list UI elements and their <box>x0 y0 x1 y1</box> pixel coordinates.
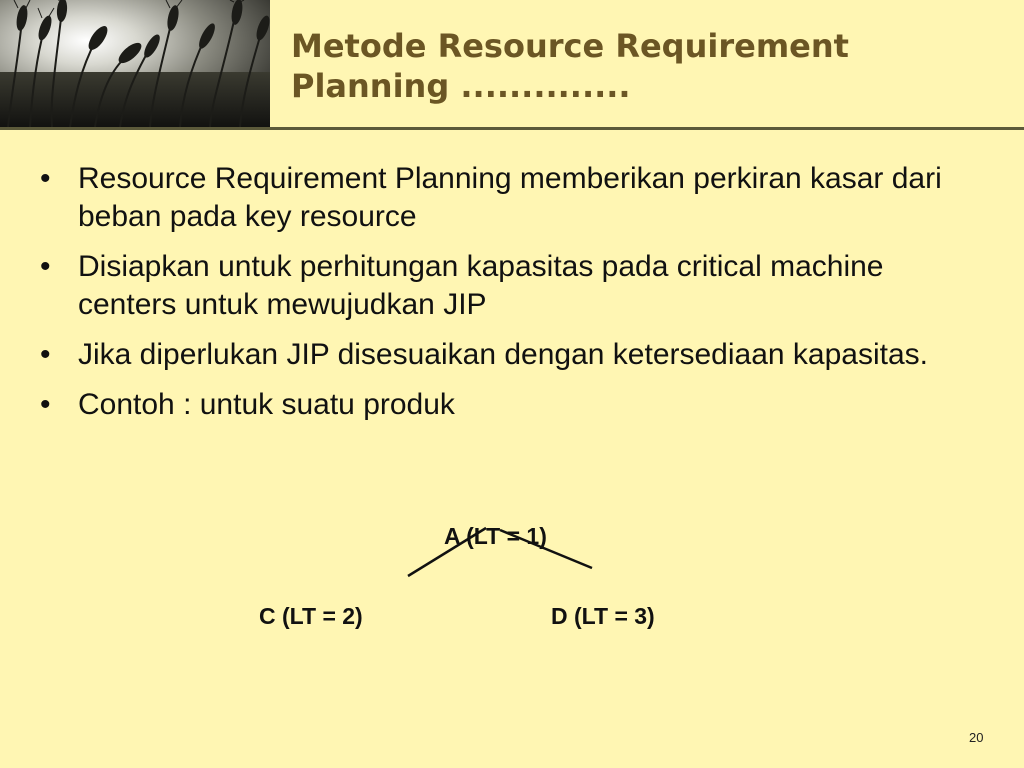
title-line-2: Planning .............. <box>291 67 631 105</box>
tree-node-left: C (LT = 2) <box>259 603 363 629</box>
bullet-item: • Contoh : untuk suatu produk <box>40 386 990 424</box>
title-line-1: Metode Resource Requirement <box>291 27 849 65</box>
page-number: 20 <box>969 730 984 745</box>
tree-node-right: D (LT = 3) <box>551 603 655 629</box>
bullet-item: • Jika diperlukan JIP disesuaikan dengan ketersediaan kapasitas. <box>40 336 990 374</box>
tree-node-root: A (LT = 1) <box>444 523 547 549</box>
bullet-item: • Disiapkan untuk perhitungan kapasitas pada critical machine centers untuk mewujudkan JIP <box>40 248 990 324</box>
bullet-item: • Resource Requirement Planning memberikan perkiran kasar dari beban pada key resource <box>40 160 990 236</box>
